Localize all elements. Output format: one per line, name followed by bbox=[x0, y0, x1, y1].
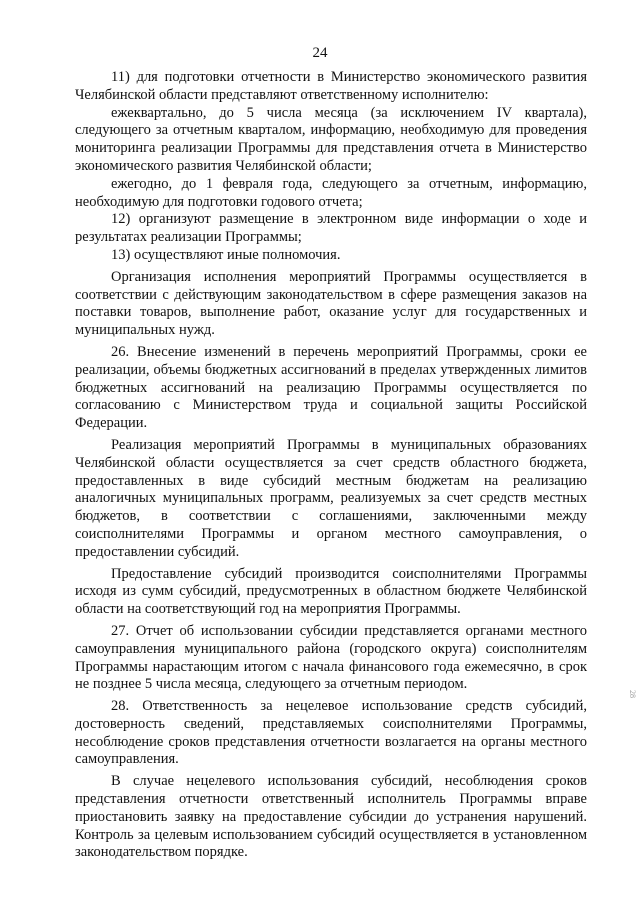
paragraph-26: 26. Внесение изменений в перечень мероприятий Программы, сроки ее реализации, объемы бюджетных ассигнований в пределах утвержденных лимитов бюджетных ассигнований на реализацию Программы осуществляется по согласованию с Министерством труда и социальной защиты Российской Федерации. bbox=[75, 343, 587, 432]
page-number: 24 bbox=[312, 45, 328, 61]
document-body bbox=[75, 69, 587, 862]
paragraph-municipal-implementation: Реализация мероприятий Программы в муниципальных образованиях Челябинской области осуществляется за счет средств областного бюджета, предоставленных в виде субсидий местным бюджетам на реализацию аналогичных муниципальных программ, реализуемых за счет средств местных бюджетов, в соответствии с соглашениями, заключенными между соисполнителями Программы и органом местного самоуправления, о предоставлении субсидий. bbox=[75, 436, 587, 560]
paragraph-12: 12) организуют размещение в электронном виде информации о ходе и результатах реализации Программы; bbox=[75, 211, 587, 246]
paragraph-quarterly: ежеквартально, до 5 числа месяца (за исключением IV квартала), следующего за отчетным кварталом, информацию, необходимую для проведения мониторинга реализации Программы для представления отчета в Министерство экономического развития Челябинской области; bbox=[75, 104, 587, 174]
paragraph-28: 28. Ответственность за нецелевое использование средств субсидий, достоверность сведений, представляемых соисполнителями Программы, несоблюдение сроков представления отчетности возлагается на органы местного самоуправления. bbox=[75, 698, 587, 768]
paragraph-subsidies: Предоставление субсидий производится соисполнителями Программы исходя из сумм субсидий, предусмотренных в областном бюджете Челябинской области на соответствующий год на мероприятия Программы. bbox=[75, 565, 587, 618]
paragraph-procurement: Организация исполнения мероприятий Программы осуществляется в соответствии с действующим законодательством в сфере размещения заказов на поставки товаров, выполнение работ, оказание услуг для государственных и муниципальных нужд. bbox=[75, 268, 587, 339]
paragraph-annually: ежегодно, до 1 февраля года, следующего за отчетным, информацию, необходимую для подготовки годового отчета; bbox=[75, 175, 587, 210]
paragraph-13: 13) осуществляют иные полномочия. bbox=[111, 246, 341, 263]
edge-mark: 28 bbox=[628, 690, 637, 698]
paragraph-misuse: В случае нецелевого использования субсидий, несоблюдения сроков представления отчетности ответственный исполнитель Программы вправе приостановить заявку на предоставление субсидии до устранения нарушений. Контроль за целевым использованием субсидий осуществляется в установленном законодательством порядке. bbox=[75, 773, 587, 861]
paragraph-11: 11) для подготовки отчетности в Министерство экономического развития Челябинской области представляют ответственному исполнителю: bbox=[75, 69, 587, 103]
paragraph-27: 27. Отчет об использовании субсидии представляется органами местного самоуправления муниципального района (городского округа) соисполнителям Программы нарастающим итогом с начала финансового года ежемесячно, в срок не позднее 5 числа месяца, следующего за отчетным периодом. bbox=[75, 622, 587, 693]
